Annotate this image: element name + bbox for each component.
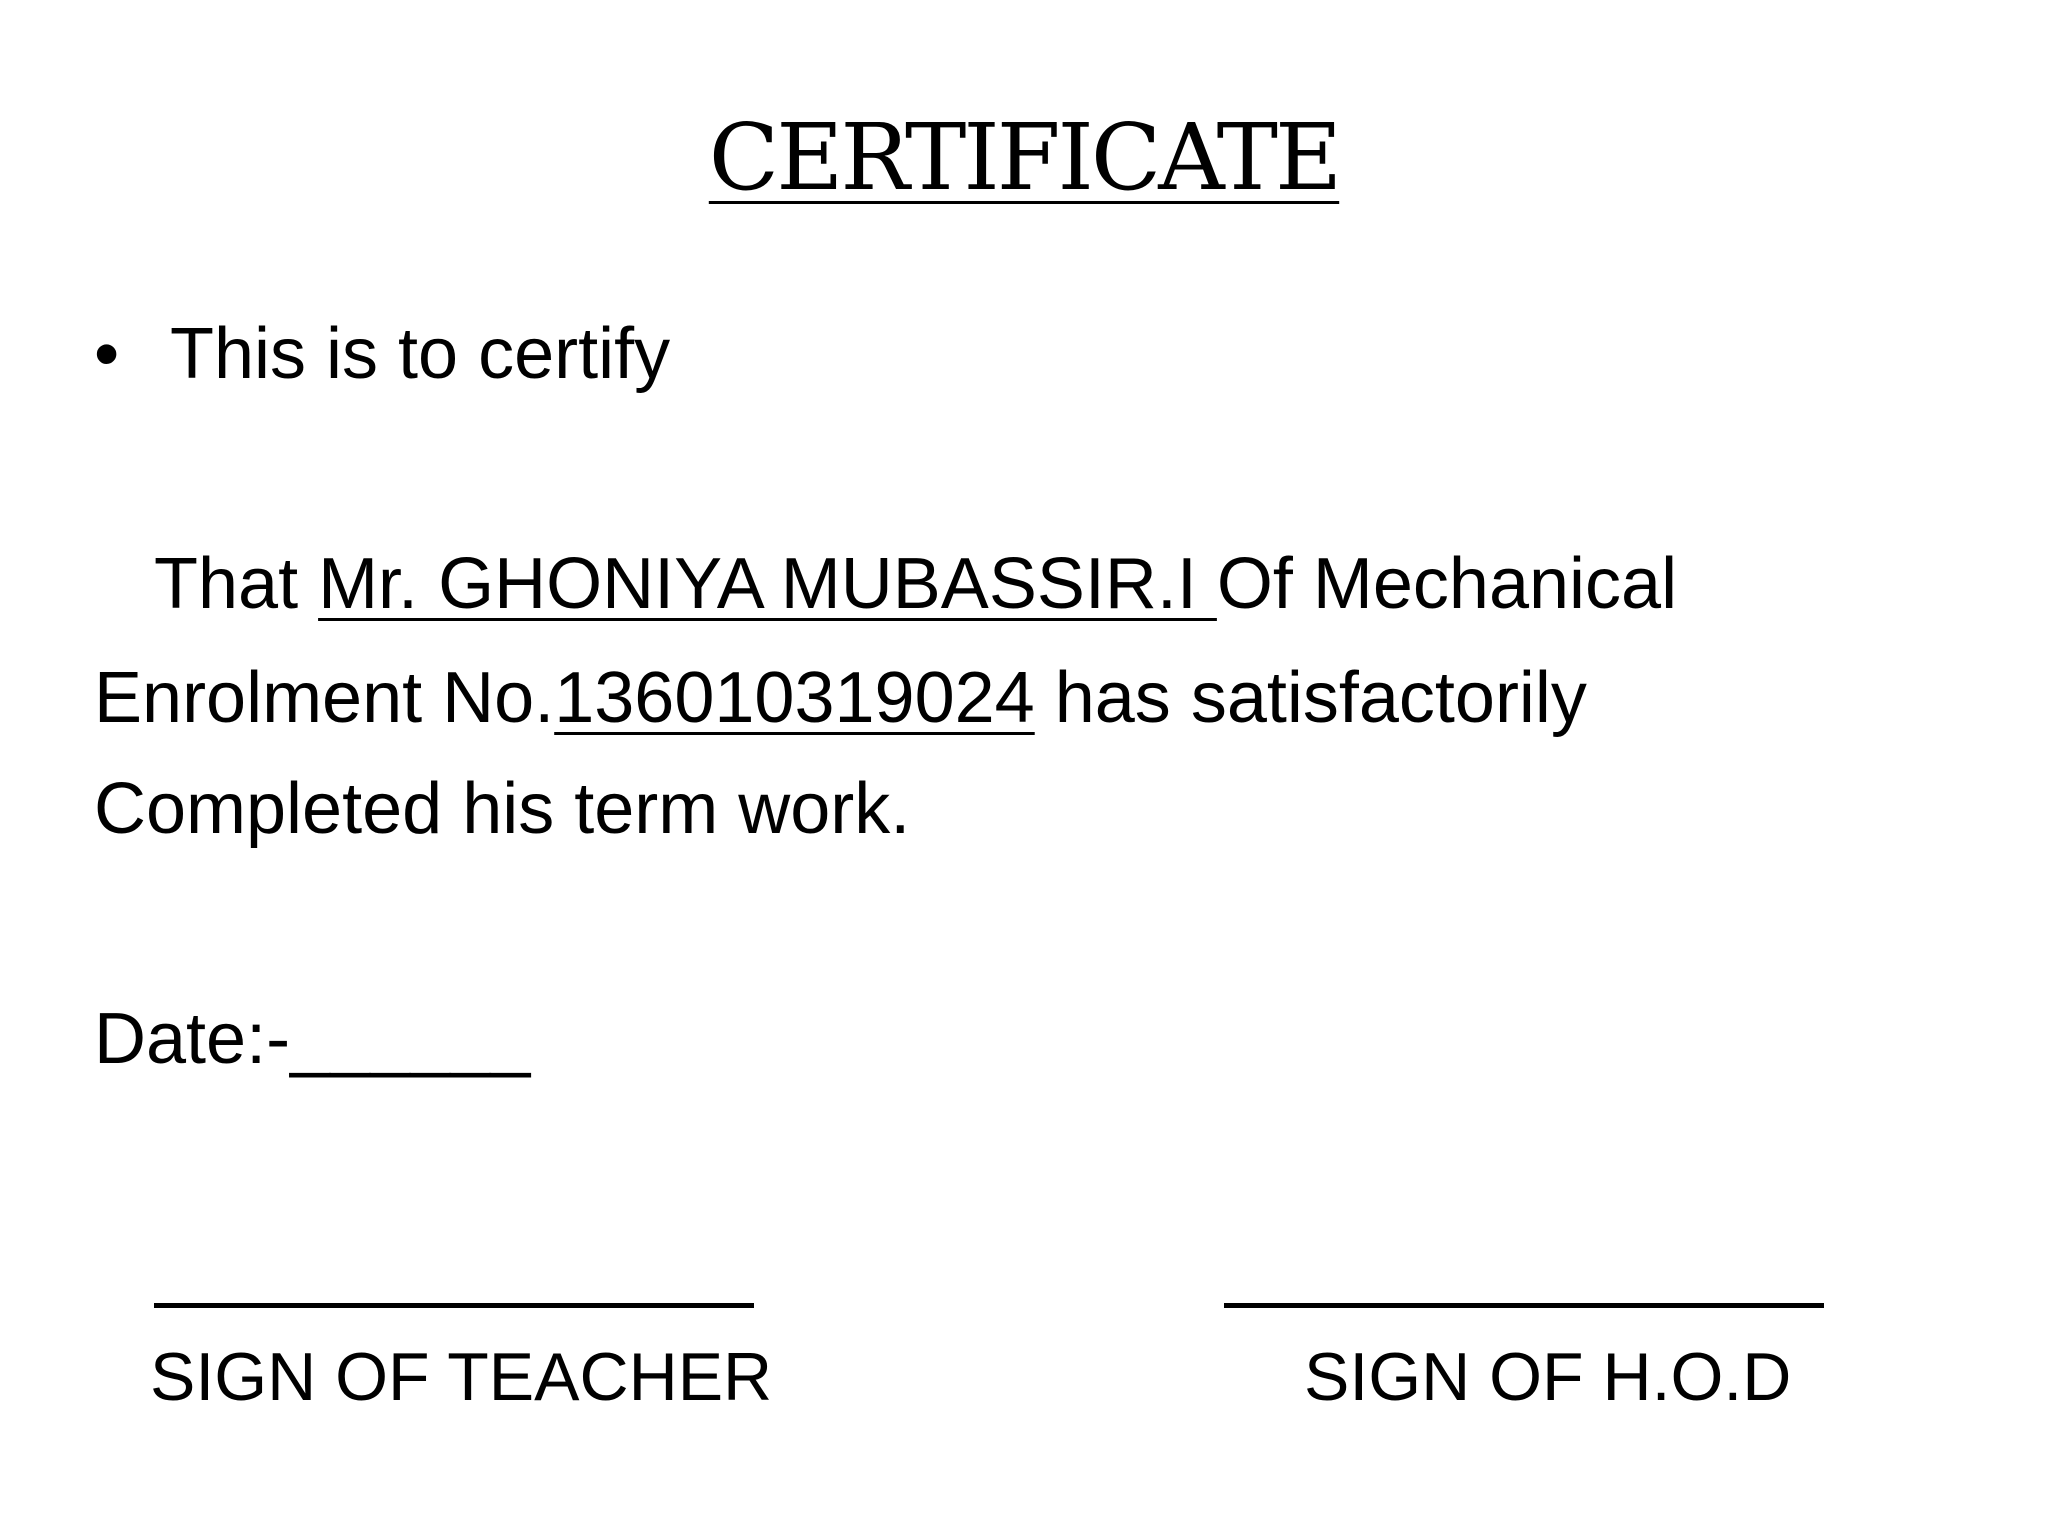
intro-line [94,314,671,394]
hod-signature-label: SIGN OF H.O.D [1304,1339,1792,1415]
that-prefix: That [154,544,319,624]
enrolment-suffix: has satisfactorily [1034,658,1587,738]
certificate-title [0,104,2048,211]
student-line [154,544,1678,624]
teacher-signature-line [154,1303,754,1308]
enrolment-prefix: Enrolment No. [94,658,555,738]
enrolment-number: 136010319024 [554,658,1035,738]
date-line [94,999,531,1079]
intro-text: This is to certify [170,314,671,394]
bullet-icon: • [94,314,120,394]
hod-signature-line [1224,1303,1824,1308]
student-name: Mr. GHONIYA MUBASSIR.I [318,544,1217,624]
teacher-signature-label: SIGN OF TEACHER [150,1339,773,1415]
certificate-title-text: CERTIFICATE [708,104,1340,211]
completion-text: Completed his term work. [94,769,911,849]
department-text: Of Mechanical [1216,544,1678,624]
completion-line [94,769,911,849]
date-label: Date:-______ [94,999,531,1079]
enrolment-line [94,658,1587,738]
